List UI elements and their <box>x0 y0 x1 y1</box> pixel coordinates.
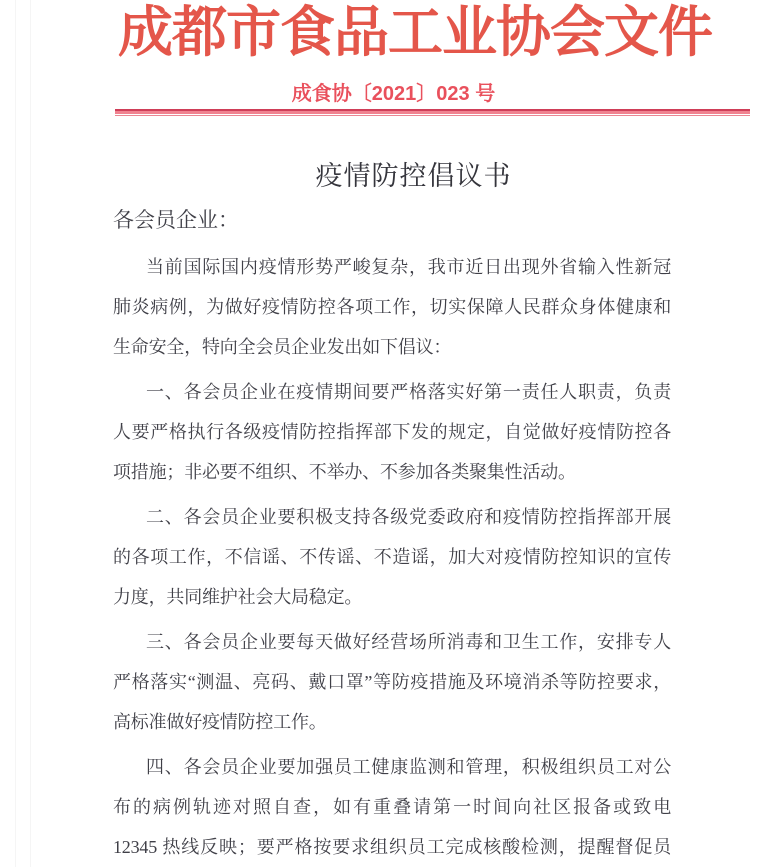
body-paragraph-1 <box>113 372 671 492</box>
text-line: 12345 热线反映；要严格按要求组织员工完成核酸检测，提醒督促员 <box>113 837 671 857</box>
text-line: 一、各会员企业在疫情期间要严格落实好第一责任人职责，负责 <box>146 382 671 402</box>
text-line: 人要严格执行各级疫情防控指挥部下发的规定，自觉做好疫情防控各 <box>113 422 671 442</box>
text-line: 的各项工作，不信谣、不传谣、不造谣，加大对疫情防控知识的宣传 <box>113 547 671 567</box>
text-line: 当前国际国内疫情形势严峻复杂，我市近日出现外省输入性新冠 <box>146 257 671 277</box>
body-paragraph-4 <box>113 747 671 867</box>
rule-bottom-line <box>115 115 750 116</box>
text-line: 项措施；非必要不组织、不举办、不参加各类聚集性活动。 <box>113 462 576 482</box>
text-line: 高标准做好疫情防控工作。 <box>113 712 327 732</box>
text-line: 严格落实“测温、亮码、戴口罩”等防疫措施及环境消杀等防控要求， <box>113 672 671 692</box>
scan-artifact-line <box>15 0 16 867</box>
document-title: 疫情防控倡议书 <box>315 161 512 191</box>
association-letterhead-title: 成都市食品工业协会文件 <box>117 2 712 63</box>
text-line: 布的病例轨迹对照自查，如有重叠请第一时间向社区报备或致电 <box>113 797 671 817</box>
document-number: 成食协〔2021〕023 号 <box>291 83 496 105</box>
text-line: 力度，共同维护社会大局稳定。 <box>113 587 363 607</box>
text-line: 肺炎病例，为做好疫情防控各项工作，切实保障人民群众身体健康和 <box>113 297 671 317</box>
document-body <box>113 247 671 867</box>
text-line: 生命安全，特向全会员企业发出如下倡议： <box>113 337 452 357</box>
text-line: 四、各会员企业要加强员工健康监测和管理，积极组织员工对公 <box>146 757 671 777</box>
body-paragraph-3 <box>113 622 671 742</box>
salutation-line: 各会员企业： <box>113 208 239 232</box>
intro-paragraph <box>113 247 671 367</box>
text-line: 二、各会员企业要积极支持各级党委政府和疫情防控指挥部开展 <box>146 507 671 527</box>
letterhead-divider-rule <box>115 109 750 116</box>
scan-artifact-line <box>30 0 31 867</box>
text-line: 三、各会员企业要每天做好经营场所消毒和卫生工作，安排专人 <box>146 632 671 652</box>
body-paragraph-2 <box>113 497 671 617</box>
